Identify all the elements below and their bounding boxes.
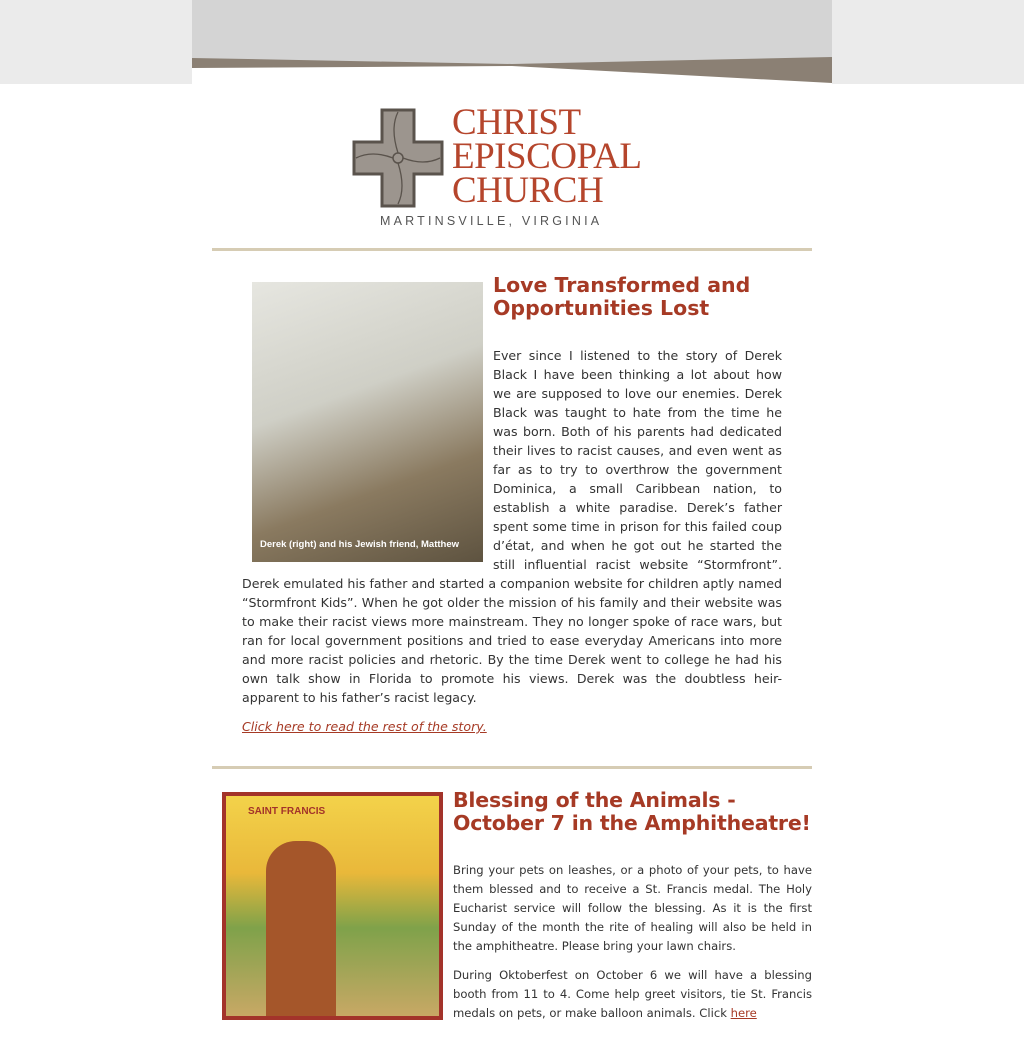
article-photo (252, 282, 483, 562)
article (192, 251, 832, 766)
saint-francis-image: SAINT FRANCIS (222, 792, 443, 1020)
newsletter-body (192, 84, 832, 1053)
article-body: Ever since I listened to the story of Derek Black I have been thinking a lot about how we are supposed to love our enemies. Derek Black was taught to hate from the time he was born. Both of his parents had dedicated their lives to racist causes, and even went as far as to try to overthrow the government Dominica, a small Caribbean nation, to establish a white paradise. Derek’s father spent some time in prison for this failed coup d’état, and when he got out he started the still influential racist website “Stormfront”. Derek emulated his father and started a companion website for children aptly named “Stormfront Kids”. When he got older the mission of his family and their website was to make their racist views more mainstream. They no longer spoke of race wars, but ran for local government positions and tried to ease everyday Americans into more and more racist policies and rhetoric. By the time Derek went to college he had his own talk show in Florida to promote his views. Derek was the doubtless heir-apparent to his father’s racist legacy. (242, 348, 782, 705)
read-more-link[interactable]: Click here to read the rest of the story. (242, 719, 487, 734)
church-logo (352, 102, 682, 231)
here-link[interactable]: here (730, 1006, 757, 1020)
article-body: Bring your pets on leashes, or a photo of your pets, to have them blessed and to receive a St. Francis medal. The Holy Eucharist service will follow the blessing. As it is the first Sunday of the month the rite of healing will also be held in the amphitheatre. Please bring your lawn chairs. During Oktoberfest on October 6 we will have a blessing booth from 11 to 4. Come help greet visitors, tie St. Francis medals on pets, or make balloon animals. Click here (453, 863, 812, 1020)
church-name: CHRIST EPISCOPAL CHURCH (452, 102, 642, 211)
article-title: Blessing of the Animals - October 7 in the Amphitheatre! (453, 788, 811, 835)
header-banner (192, 0, 832, 84)
photo-caption: Derek (right) and his Jewish friend, Matthew (260, 539, 460, 550)
cross-icon (352, 108, 444, 208)
article-title: Love Transformed and Opportunities Lost (493, 273, 751, 320)
church-location: MARTINSVILLE, VIRGINIA (380, 214, 603, 228)
article (192, 769, 832, 1053)
